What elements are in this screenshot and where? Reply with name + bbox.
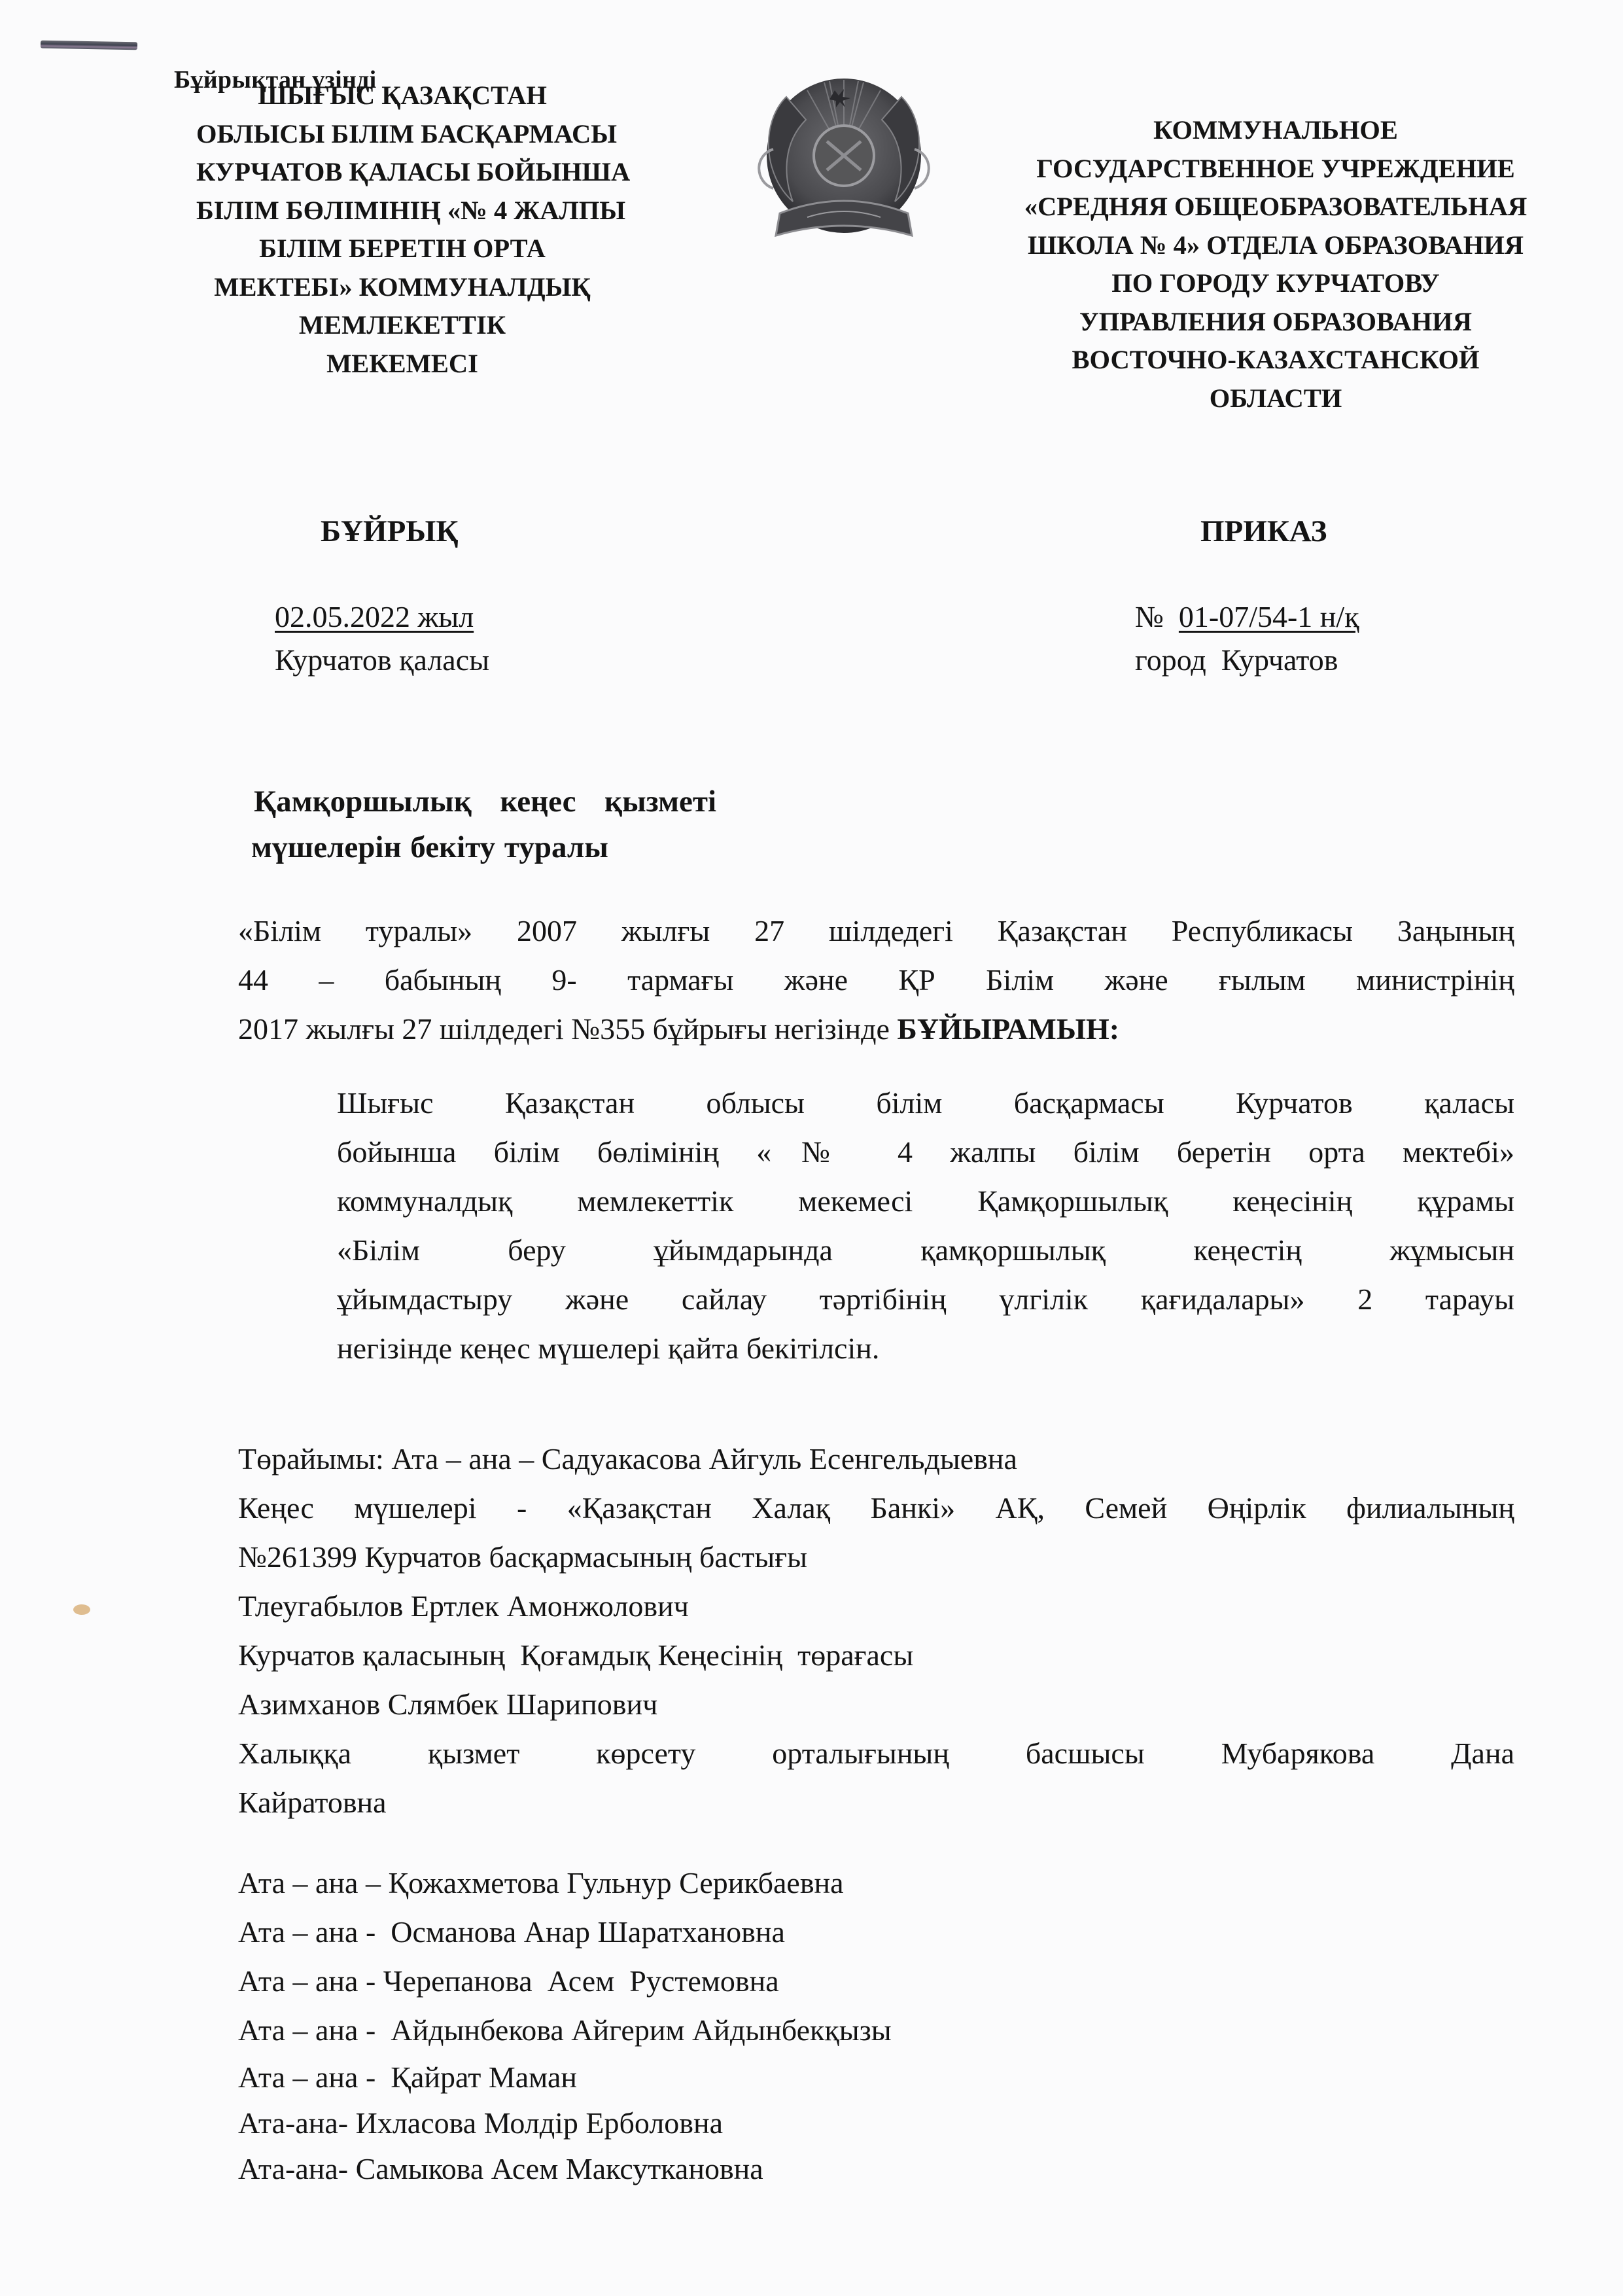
member-line: Халыққа қызмет көрсету орталығының басшысы Мубарякова Дана [238,1737,1514,1770]
doc-type-russian: ПРИКАЗ [1200,514,1327,548]
header-kz-line: БІЛІМ БЕРЕТІН ОРТА [259,234,546,263]
header-ru-line: «СРЕДНЯЯ ОБЩЕОБРАЗОВАТЕЛЬНАЯ [1024,192,1527,221]
preamble-line: «Білім туралы» 2007 жылғы 27 шілдедегі Қазақстан Республикасы Заңының [238,914,1514,947]
member-line: №261399 Курчатов басқармасының бастығы [238,1540,808,1574]
member-line: Тлеугабылов Ертлек Амонжолович [238,1589,689,1623]
header-ru-line: ГОСУДАРСТВЕННОЕ УЧРЕЖДЕНИЕ [1036,153,1515,183]
decision-line: негізінде кеңес мүшелері қайта бекітілсін. [337,1332,880,1365]
council-members-list [238,1434,1514,1827]
parent-member: Ата – ана - Османова Анар Шаратхановна [238,1915,785,1949]
header-russian [975,111,1577,417]
member-line: Төрайымы: Ата – ана – Садуакасова Айгуль Есенгельдыевна [238,1442,1017,1475]
paper-speck [73,1604,90,1615]
header-kz-line: БІЛІМ БӨЛІМІНІҢ «№ 4 ЖАЛПЫ [196,195,626,225]
decision-paragraph [337,1078,1514,1373]
member-line: Курчатов қаласының Қоғамдық Кеңесінің төрағасы [238,1638,914,1672]
staple [41,41,137,50]
title-line: Қамқоршылық кеңес қызметі [254,785,716,819]
parent-member: Ата – ана – Қожахметова Гульнур Серикбаевна [238,1866,844,1899]
header-kz-line: МЕМЛЕКЕТТІК [298,310,506,340]
decision-line: коммуналдық мемлекеттік мекемесі Қамқоршылық кеңесінің құрамы [337,1184,1514,1218]
header-ru-line: КОММУНАЛЬНОЕ [1153,115,1398,145]
parent-member: Ата – ана - Черепанова Асем Рустемовна [238,1964,779,1998]
city-russian: город Курчатов [1135,643,1338,677]
parent-member: Ата – ана - Қайрат Маман [238,2060,577,2094]
header-ru-line: ПО ГОРОДУ КУРЧАТОВУ [1111,268,1440,298]
member-line: Кайратовна [238,1786,387,1819]
header-kz-line: КУРЧАТОВ ҚАЛАСЫ БОЙЫНША [196,157,631,186]
preamble-line: 2017 жылғы 27 шілдедегі №355 бұйрығы негізінде [238,1012,898,1046]
preamble-line: 44 – бабының 9- тармағы және ҚР Білім және ғылым министрінің [238,963,1514,997]
decision-line: ұйымдастыру және сайлау тәртібінің үлгілік қағидалары» 2 тарауы [337,1282,1514,1316]
header-ru-line: УПРАВЛЕНИЯ ОБРАЗОВАНИЯ [1079,306,1472,336]
number-block [1135,595,1359,682]
header-ru-line: ВОСТОЧНО-КАЗАХСТАНСКОЙ [1072,345,1480,374]
order-date: 02.05.2022 жыл [275,600,474,633]
parent-member: Ата – ана - Айдынбекова Айгерим Айдынбекқызы [238,2013,892,2047]
parent-members-list [238,1858,892,2192]
doc-type-kazakh: БҰЙРЫҚ [321,514,459,548]
order-word: БҰЙЫРАМЫН: [897,1012,1120,1046]
state-emblem-icon [747,71,941,253]
header-kz-line: МЕКТЕБІ» КОММУНАЛДЫҚ [214,272,591,302]
order-title [251,779,716,870]
preamble-paragraph [238,906,1514,1053]
city-kazakh: Курчатов қаласы [275,643,490,677]
decision-line: Шығыс Қазақстан облысы білім басқармасы Курчатов қаласы [337,1086,1514,1120]
header-kz-line: ОБЛЫСЫ БІЛІМ БАСҚАРМАСЫ [196,118,617,149]
header-ru-line: ОБЛАСТИ [1209,383,1342,413]
number-prefix: № [1135,600,1172,633]
header-kz-line: МЕКЕМЕСІ [326,348,478,378]
order-number: 01-07/54-1 н/қ [1178,600,1359,633]
decision-line: бойынша білім бөлімінің «№ 4 жалпы білім беретін орта мектебі» [337,1135,1514,1169]
header-kz-line: ШЫҒЫС ҚАЗАҚСТАН [258,80,547,110]
extract-label: Бұйрықтан үзінді [174,66,377,94]
header-ru-line: ШКОЛА № 4» ОТДЕЛА ОБРАЗОВАНИЯ [1027,230,1524,260]
parent-member: Ата-ана- Самыкова Асем Максуткановна [238,2152,763,2185]
title-line: мүшелерін бекіту туралы [251,830,608,864]
date-block [275,595,489,682]
member-line: Азимханов Слямбек Шарипович [238,1687,658,1721]
member-line: Кеңес мүшелері - «Қазақстан Халақ Банкі» АҚ, Семей Өңірлік филиалының [238,1491,1514,1525]
header-kazakh [196,77,631,383]
parent-member: Ата-ана- Ихласова Молдір Ерболовна [238,2106,724,2140]
decision-line: «Білім беру ұйымдарында қамқоршылық кеңестің жұмысын [337,1233,1514,1267]
